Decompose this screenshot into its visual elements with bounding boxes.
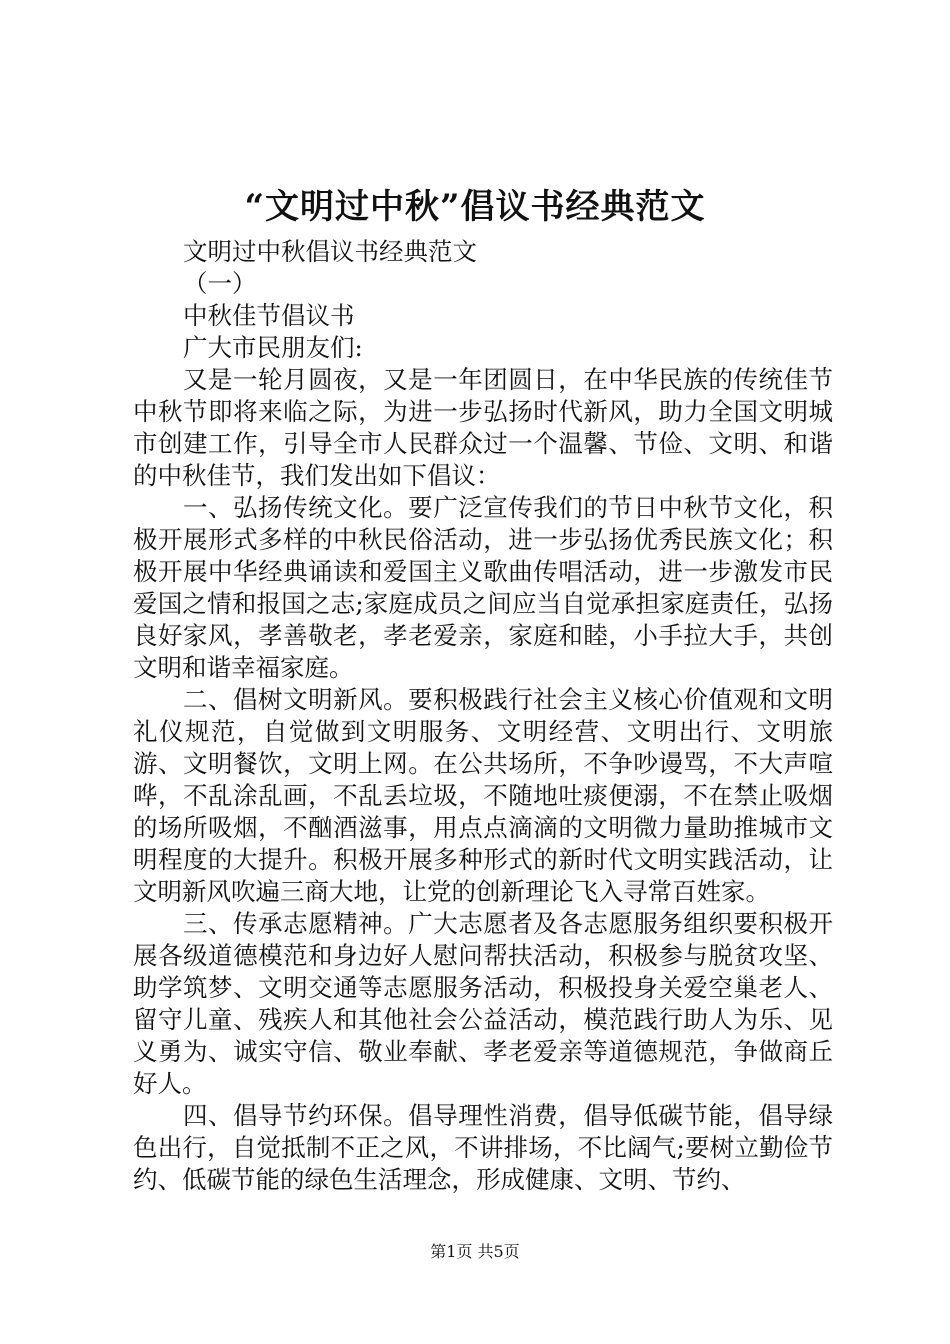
document-body [133,236,833,1196]
document-title: “文明过中秋”倡议书经典范文 [244,187,706,227]
page-footer: 第1页 共5页 [430,1242,520,1261]
paragraph-volunteer: 三、传承志愿精神。广大志愿者及各志愿服务组织要积极开展各级道德模范和身边好人慰问帮扶活动，积极参与脱贫攻坚、助学筑梦、文明交通等志愿服务活动，积极投身关爱空巢老人、留守儿童、残疾人和其他社会公益活动，模范践行助人为乐、见义勇为、诚实守信、敬业奉献、孝老爱亲等道德规范，争做商丘好人。 [133,909,833,1098]
paragraph-culture: 一、弘扬传统文化。要广泛宣传我们的节日中秋节文化，积极开展形式多样的中秋民俗活动，进一步弘扬优秀民族文化；积极开展中华经典诵读和爱国主义歌曲传唱活动，进一步激发市民爱国之情和报国之志;家庭成员之间应当自觉承担家庭责任，弘扬良好家风，孝善敬老，孝老爱亲，家庭和睦，小手拉大手，共创文明和谐幸福家庭。 [133,493,833,682]
paragraph-thrift: 四、倡导节约环保。倡导理性消费，倡导低碳节能，倡导绿色出行，自觉抵制不正之风，不讲排场，不比阔气;要树立勤俭节约、低碳节能的绿色生活理念，形成健康、文明、节约、 [133,1101,833,1194]
intro-paragraph: 又是一轮月圆夜，又是一年团圆日，在中华民族的传统佳节中秋节即将来临之际，为进一步弘扬时代新风，助力全国文明城市创建工作，引导全市人民群众过一个温馨、节俭、文明、和谐的中秋佳节，我们发出如下倡议： [133,365,833,490]
proposal-heading: 中秋佳节倡议书 [183,301,355,330]
paragraph-civility: 二、倡树文明新风。要积极践行社会主义核心价值观和文明礼仪规范，自觉做到文明服务、文明经营、文明出行、文明旅游、文明餐饮，文明上网。在公共场所，不争吵谩骂，不大声喧哗，不乱涂乱画，不乱丢垃圾，不随地吐痰便溺，不在禁止吸烟的场所吸烟，不酗酒滋事，用点点滴滴的文明微力量助推城市文明程度的大提升。积极开展多种形式的新时代文明实践活动，让文明新风吹遍三商大地，让党的创新理论飞入寻常百姓家。 [133,685,833,906]
section-number: （一） [183,269,257,298]
subtitle-line: 文明过中秋倡议书经典范文 [183,237,477,266]
salutation: 广大市民朋友们: [183,333,363,362]
